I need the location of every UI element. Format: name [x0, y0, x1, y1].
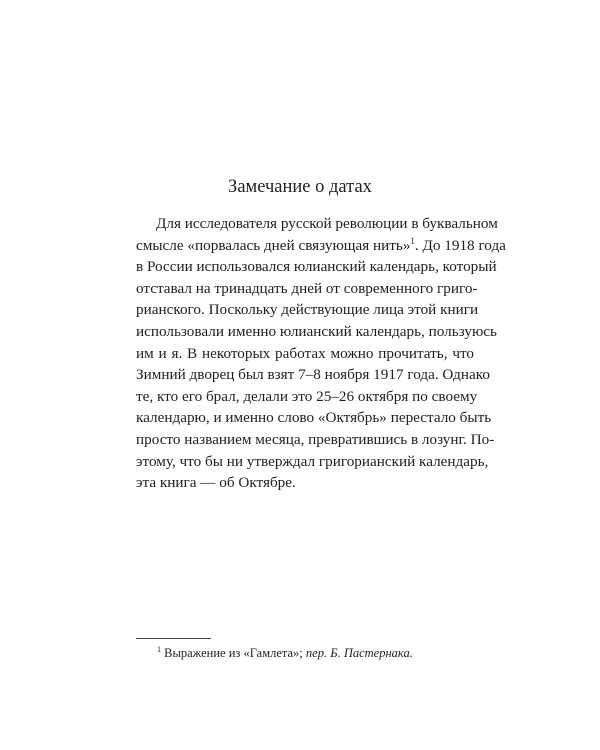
paragraph-line: использовали именно юлианский календарь, пользуюсь	[136, 322, 497, 340]
paragraph-line: Зимний дворец был взят 7–8 ноября 1917 года. Однако	[136, 366, 490, 384]
paragraph-line: те, кто его брал, делали это 25–26 октября по своему	[136, 387, 478, 405]
paragraph-line: просто названием месяца, превратившись в лозунг. По-	[136, 430, 495, 448]
paragraph-line: рианского. Поскольку действующие лица этой книги	[136, 301, 479, 319]
footnote-divider	[136, 638, 211, 639]
paragraph-line-text: . До 1918 года	[414, 236, 506, 254]
footnote-marker: 1	[157, 644, 161, 654]
paragraph-line: отставал на тринадцать дней от современного григо-	[136, 279, 478, 297]
paragraph-line: Для исследователя русской революции в буквальном	[156, 215, 498, 232]
footnote-translator: пер. Б. Пастернака.	[305, 646, 413, 660]
paragraph-line: эта книга — об Октябре.	[136, 474, 296, 492]
paragraph-line-text: смысле «порвалась дней связующая нить»	[136, 236, 411, 254]
footnote-reference[interactable]: 1	[410, 235, 415, 246]
paragraph-line: им и я. В некоторых работах можно прочитать, что	[136, 344, 474, 362]
footnote-text: Выражение из «Гамлета»;	[164, 646, 306, 660]
footnote	[157, 645, 413, 661]
body-paragraph	[136, 213, 506, 494]
paragraph-line: календарю, и именно слово «Октябрь» перестало быть	[136, 409, 492, 427]
section-heading: Замечание о датах	[228, 177, 372, 197]
paragraph-line: в России использовался юлианский календарь, который	[136, 258, 497, 276]
paragraph-line: этому, что бы ни утверждал григорианский календарь,	[136, 452, 489, 470]
paragraph-line	[136, 235, 506, 257]
